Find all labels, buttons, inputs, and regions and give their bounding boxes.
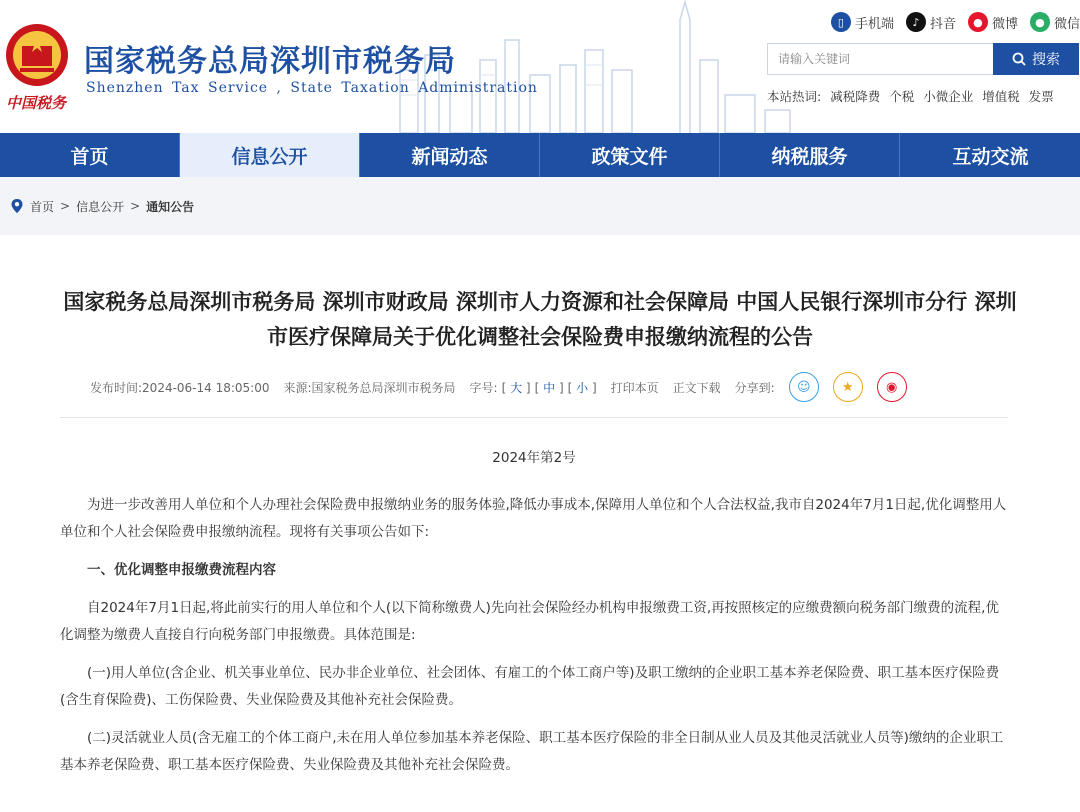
article-meta bbox=[90, 372, 921, 402]
nav-item-home[interactable]: 首页 bbox=[0, 133, 180, 177]
download-link[interactable]: 正文下载 bbox=[672, 380, 721, 395]
font-size-medium-label: 中 bbox=[543, 380, 556, 395]
hot-words bbox=[767, 87, 1054, 105]
nav-item-interaction[interactable]: 互动交流 bbox=[952, 145, 1029, 168]
breadcrumb-current: 通知公告 bbox=[146, 199, 195, 214]
hot-word-link[interactable]: 个税 bbox=[889, 89, 915, 104]
search-input[interactable] bbox=[767, 43, 993, 75]
hot-word-link[interactable]: 减税降费 bbox=[830, 89, 881, 104]
social-douyin-link[interactable] bbox=[906, 12, 956, 32]
wechat-icon: ● bbox=[1030, 12, 1050, 32]
breadcrumb bbox=[0, 177, 1080, 235]
section-heading: 一、优化调整申报缴费流程内容 bbox=[87, 562, 276, 578]
print-link[interactable]: 打印本页 bbox=[610, 380, 659, 395]
nav-item-news[interactable]: 新闻动态 bbox=[360, 133, 540, 177]
article-paragraph: (二)灵活就业人员(含无雇工的个体工商户,未在用人单位参加基本养老保险、职工基本医疗保险的非全日制从业人员及其他灵活就业人员等)缴纳的企业职工基本养老保险费、职工基本医疗保险费、失业保险费及其他补充社会保险费。 bbox=[60, 730, 1004, 773]
nav-item-policy[interactable]: 政策文件 bbox=[540, 133, 720, 177]
font-size-large-button[interactable]: [ 大 ] bbox=[501, 380, 531, 395]
article-paragraph: 为进一步改善用人单位和个人办理社会保险费申报缴纳业务的服务体验,降低办事成本,保障用人单位和个人合法权益,我市自2024年7月1日起,优化调整用人单位和个人社会保险费申报缴纳流程。现将有关事项公告如下: bbox=[60, 497, 1007, 540]
search-button-label: 搜索 bbox=[1032, 52, 1060, 68]
share-weibo-icon[interactable]: ◉ bbox=[877, 372, 907, 402]
publish-time: 发布时间:2024-06-14 18:05:00 bbox=[90, 380, 270, 395]
hot-words-label: 本站热词: bbox=[767, 89, 822, 104]
share-qzone-icon[interactable]: ★ bbox=[833, 372, 863, 402]
article-body bbox=[60, 445, 1008, 790]
site-header bbox=[0, 0, 1080, 133]
social-wechat-link[interactable] bbox=[1030, 12, 1080, 32]
social-mobile-link[interactable] bbox=[831, 12, 894, 32]
font-size-medium-button[interactable]: [ 中 ] bbox=[534, 380, 564, 395]
weibo-icon: ● bbox=[968, 12, 988, 32]
social-weibo-link[interactable] bbox=[968, 12, 1018, 32]
search-button[interactable] bbox=[993, 43, 1079, 75]
search-bar bbox=[767, 43, 1079, 75]
social-links bbox=[831, 12, 1080, 32]
breadcrumb-separator: > bbox=[130, 199, 141, 213]
share-qq-icon[interactable]: ☺ bbox=[789, 372, 819, 402]
hot-word-link[interactable]: 发票 bbox=[1028, 89, 1054, 104]
tax-emblem-logo bbox=[4, 22, 70, 88]
social-label: 抖音 bbox=[929, 16, 956, 32]
site-subtitle: Shenzhen Tax Service , State Taxation Administration bbox=[86, 80, 538, 96]
nav-item-info-disclosure[interactable]: 信息公开 bbox=[180, 133, 360, 177]
article-title: 国家税务总局深圳市税务局 深圳市财政局 深圳市人力资源和社会保障局 中国人民银行深圳市分行 深圳市医疗保障局关于优化调整社会保险费申报缴纳流程的公告 bbox=[63, 290, 1017, 349]
meta-divider bbox=[60, 417, 1008, 418]
font-size-label: 字号: bbox=[469, 380, 498, 395]
article-paragraph: 自2024年7月1日起,将此前实行的用人单位和个人(以下简称缴费人)先向社会保险经办机构申报缴费工资,再按照核定的应缴费额向税务部门缴费的流程,优化调整为缴费人直接自行向税务部门申报缴费。具体范围是: bbox=[60, 600, 999, 643]
site-title: 国家税务总局深圳市税务局 bbox=[84, 44, 456, 79]
article-paragraph: (一)用人单位(含企业、机关事业单位、民办非企业单位、社会团体、有雇工的个体工商户等)及职工缴纳的企业职工基本养老保险费、职工基本医疗保险费(含生育保险费)、工伤保险费、失业保险费及其他补充社会保险费。 bbox=[60, 665, 1000, 708]
slogan-logo-text: 中国税务 bbox=[6, 94, 67, 112]
douyin-icon: ♪ bbox=[906, 12, 926, 32]
hot-word-link[interactable]: 增值税 bbox=[982, 89, 1020, 104]
main-nav bbox=[0, 133, 1080, 177]
breadcrumb-home-link[interactable]: 首页 bbox=[30, 199, 55, 214]
social-label: 微信 bbox=[1053, 16, 1080, 32]
font-size-small-label: 小 bbox=[576, 380, 589, 395]
breadcrumb-separator: > bbox=[60, 199, 71, 213]
nav-item-tax-service[interactable]: 纳税服务 bbox=[720, 133, 900, 177]
hot-word-link[interactable]: 小微企业 bbox=[923, 89, 974, 104]
font-size-small-button[interactable]: [ 小 ] bbox=[567, 380, 597, 395]
share-label: 分享到: bbox=[734, 380, 775, 395]
document-number: 2024年第2号 bbox=[492, 450, 576, 466]
mobile-icon: ▯ bbox=[831, 12, 851, 32]
social-label: 手机端 bbox=[854, 16, 894, 32]
social-label: 微博 bbox=[991, 16, 1018, 32]
article-source: 来源:国家税务总局深圳市税务局 bbox=[283, 380, 456, 395]
location-pin-icon bbox=[10, 198, 24, 214]
article-panel bbox=[0, 235, 1080, 812]
font-size-large-label: 大 bbox=[510, 380, 523, 395]
breadcrumb-info-link[interactable]: 信息公开 bbox=[76, 199, 125, 214]
search-icon bbox=[1012, 52, 1026, 66]
